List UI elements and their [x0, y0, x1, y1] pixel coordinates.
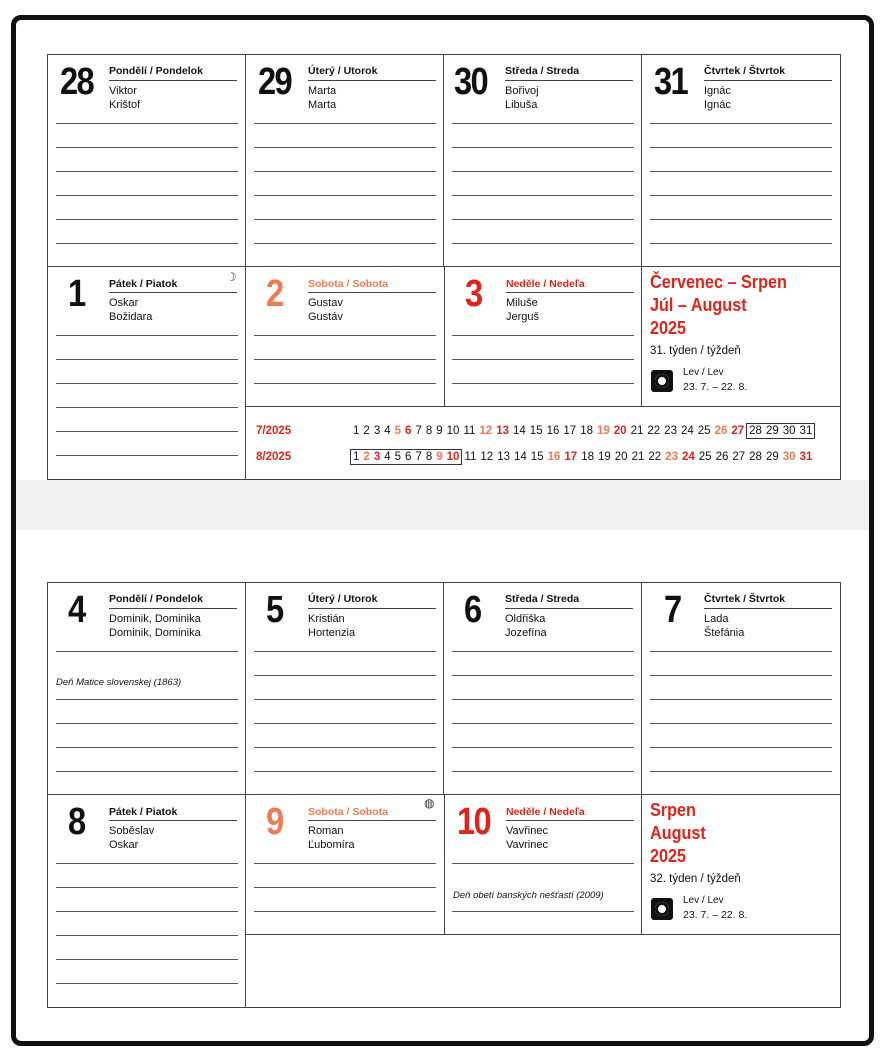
mini-calendar-day: 5: [394, 425, 402, 437]
writing-line: [56, 863, 238, 864]
name-day-2: Hortenzia: [308, 627, 356, 639]
day-cell-sunday[interactable]: [444, 795, 642, 935]
mini-calendar-day: 6: [405, 451, 412, 463]
writing-line: [452, 123, 634, 124]
mini-calendar-day: 15: [530, 451, 544, 463]
name-day-1: Dominik, Dominika: [109, 613, 201, 625]
mini-calendar-day: 31: [799, 425, 813, 437]
divider: [506, 292, 634, 293]
day-number: 28: [60, 61, 93, 103]
month-title-line-1: Červenec – Srpen: [650, 272, 787, 292]
mini-calendar-day: 7: [415, 425, 422, 437]
mini-calendar: [246, 407, 840, 479]
name-day-1: Roman: [308, 825, 344, 837]
name-day-2: Štefánia: [704, 627, 745, 639]
name-day-2: Libuša: [505, 99, 538, 111]
writing-line: [56, 959, 238, 960]
day-cell-saturday[interactable]: [246, 267, 444, 407]
name-day-1: Lada: [704, 613, 729, 625]
writing-line: [650, 699, 832, 700]
writing-line: [254, 887, 436, 888]
divider: [308, 292, 436, 293]
mini-calendar-day: 6: [405, 425, 412, 437]
writing-line: [254, 863, 436, 864]
name-day-1: Viktor: [109, 85, 137, 97]
writing-line: [452, 335, 634, 336]
name-day-2: Ľubomíra: [308, 839, 355, 851]
writing-line: [56, 359, 238, 360]
day-cell-wednesday[interactable]: [444, 583, 642, 795]
mini-calendar-day: 17: [564, 451, 578, 463]
mini-calendar-label: 7/2025: [256, 425, 292, 437]
writing-line: [452, 675, 634, 676]
day-name: Středa / Streda: [505, 65, 580, 77]
mini-calendar-day: 19: [597, 451, 611, 463]
writing-line: [56, 651, 238, 652]
day-name: Úterý / Utorok: [308, 65, 378, 77]
week-32-spread: [47, 582, 841, 1008]
page-separator: [16, 480, 869, 530]
current-week-box: [746, 423, 815, 439]
mini-calendar-day: 12: [480, 451, 494, 463]
writing-line: [650, 195, 832, 196]
divider: [506, 820, 634, 821]
mini-calendar-day: 28: [749, 425, 762, 437]
name-day-1: Oldřiška: [505, 613, 546, 625]
holiday-note: Deň Matice slovenskej (1863): [56, 677, 182, 688]
writing-line: [56, 335, 238, 336]
writing-line: [452, 219, 634, 220]
day-number: 9: [266, 801, 283, 843]
writing-line: [56, 699, 238, 700]
mini-calendar-day: 14: [513, 425, 526, 437]
mini-calendar-day: 20: [614, 451, 628, 463]
day-name: Čtvrtek / Štvrtok: [704, 65, 786, 77]
mini-calendar-day: 12: [479, 425, 493, 437]
month-title-line-2: August: [650, 823, 706, 843]
mini-calendar-day: 10: [446, 425, 460, 437]
month-title-year: 2025: [650, 846, 687, 866]
name-day-2: Božidara: [109, 311, 153, 323]
mini-calendar-day: 21: [630, 425, 644, 437]
mini-calendar-day: 22: [648, 451, 662, 463]
mini-calendar-row-august: [256, 451, 826, 467]
writing-line: [56, 219, 238, 220]
writing-line: [650, 723, 832, 724]
writing-line: [650, 651, 832, 652]
day-name: Čtvrtek / Štvrtok: [704, 593, 786, 605]
day-name: Pondělí / Pondelok: [109, 593, 203, 605]
name-day-1: Gustav: [308, 297, 343, 309]
writing-line: [452, 699, 634, 700]
name-day-1: Ignác: [704, 85, 731, 97]
writing-line: [254, 243, 436, 244]
day-cell-saturday[interactable]: [246, 795, 444, 935]
day-number: 3: [465, 273, 482, 315]
day-number: 29: [258, 61, 291, 103]
divider: [308, 608, 436, 609]
month-title-line-1: Srpen: [650, 800, 696, 820]
day-number: 7: [664, 589, 681, 631]
writing-line: [452, 171, 634, 172]
mini-calendar-day: 30: [782, 451, 796, 463]
mini-calendar-row-july: [256, 425, 826, 441]
name-day-2: Marta: [308, 99, 337, 111]
day-number: 30: [454, 61, 487, 103]
writing-line: [56, 243, 238, 244]
writing-line: [650, 219, 832, 220]
day-cell-wednesday[interactable]: [444, 55, 642, 267]
writing-line: [56, 723, 238, 724]
day-cell-thursday[interactable]: [642, 583, 840, 795]
name-day-2: Oskar: [109, 839, 139, 851]
divider: [109, 820, 237, 821]
day-number: 10: [457, 801, 490, 843]
mini-calendar-day: 9: [436, 425, 443, 437]
writing-line: [254, 147, 436, 148]
week-label: 31. týden / týždeň: [650, 345, 741, 357]
mini-calendar-day: 16: [547, 451, 561, 463]
mini-calendar-day: 14: [514, 451, 527, 463]
name-day-2: Ignác: [704, 99, 731, 111]
week-31-spread: [47, 54, 841, 480]
writing-line: [56, 455, 238, 456]
mini-calendar-day: 25: [697, 425, 711, 437]
name-day-1: Oskar: [109, 297, 139, 309]
mini-calendar-day: 1: [353, 451, 360, 463]
writing-line: [254, 383, 436, 384]
writing-line: [452, 359, 634, 360]
day-cell-thursday[interactable]: [642, 55, 840, 267]
writing-line: [650, 123, 832, 124]
mini-calendar-day: 13: [496, 425, 509, 437]
writing-line: [254, 747, 436, 748]
mini-calendar-day: 24: [680, 425, 694, 437]
moon-first-quarter-icon: ☽: [226, 270, 237, 284]
writing-line: [254, 195, 436, 196]
writing-line: [56, 195, 238, 196]
writing-line: [56, 431, 238, 432]
mini-calendar-day: 21: [631, 451, 645, 463]
month-title-line-2: Júl – August: [650, 295, 747, 315]
writing-line: [452, 747, 634, 748]
day-number: 2: [266, 273, 283, 315]
mini-calendar-days: [351, 425, 815, 437]
writing-line: [452, 911, 634, 912]
writing-line: [56, 147, 238, 148]
mini-calendar-day: 17: [563, 425, 577, 437]
mini-calendar-days: [350, 451, 814, 463]
day-name: Neděle / Nedeľa: [506, 806, 585, 818]
mini-calendar-day: 18: [581, 451, 594, 463]
mini-calendar-day: 22: [647, 425, 661, 437]
writing-line: [452, 243, 634, 244]
zodiac-dates: 23. 7. – 22. 8.: [683, 909, 748, 921]
mini-calendar-day: 23: [664, 425, 677, 437]
day-name: Pátek / Piatok: [109, 806, 178, 818]
writing-line: [254, 911, 436, 912]
day-cell-friday[interactable]: [48, 795, 246, 1007]
holiday-note: Deň obetí banských nešťastí (2009): [453, 890, 604, 901]
writing-line: [254, 219, 436, 220]
mini-calendar-day: 11: [463, 425, 476, 437]
day-name: Pondělí / Pondelok: [109, 65, 203, 77]
mini-calendar-day: 26: [714, 425, 728, 437]
zodiac-name: Lev / Lev: [683, 367, 724, 378]
writing-line: [254, 651, 436, 652]
mini-calendar-day: 24: [681, 451, 695, 463]
writing-line: [650, 675, 832, 676]
mini-calendar-label: 8/2025: [256, 451, 292, 463]
divider: [109, 608, 237, 609]
writing-line: [452, 383, 634, 384]
writing-line: [254, 335, 436, 336]
mini-calendar-day: 8: [425, 425, 433, 437]
name-day-1: Kristián: [308, 613, 345, 625]
name-day-1: Miluše: [506, 297, 538, 309]
name-day-2: Krištof: [109, 99, 141, 111]
day-number: 6: [464, 589, 481, 631]
day-cell-tuesday[interactable]: [246, 55, 444, 267]
divider: [308, 80, 436, 81]
mini-calendar-day: 2: [363, 451, 370, 463]
day-number: 4: [68, 589, 85, 631]
writing-line: [56, 887, 238, 888]
writing-line: [452, 771, 634, 772]
writing-line: [56, 771, 238, 772]
day-name: Sobota / Sobota: [308, 278, 388, 290]
day-name: Úterý / Utorok: [308, 593, 378, 605]
writing-line: [452, 723, 634, 724]
day-cell-tuesday[interactable]: [246, 583, 444, 795]
mini-calendar-day: 31: [799, 451, 813, 463]
mini-calendar-day: 16: [546, 425, 560, 437]
day-name: Sobota / Sobota: [308, 806, 388, 818]
day-name: Středa / Streda: [505, 593, 580, 605]
day-number: 31: [654, 61, 687, 103]
writing-line: [56, 747, 238, 748]
writing-line: [650, 243, 832, 244]
mini-calendar-day: 7: [415, 451, 422, 463]
writing-line: [56, 935, 238, 936]
mini-calendar-day: 30: [782, 425, 796, 437]
name-day-2: Jerguš: [506, 311, 540, 323]
mini-calendar-day: 2: [363, 425, 370, 437]
writing-line: [254, 171, 436, 172]
mini-calendar-day: 28: [749, 451, 762, 463]
writing-line: [452, 147, 634, 148]
writing-line: [452, 651, 634, 652]
writing-line: [650, 171, 832, 172]
mini-calendar-day: 4: [384, 451, 391, 463]
month-title-year: 2025: [650, 318, 687, 338]
divider: [505, 80, 633, 81]
day-cell-sunday[interactable]: [444, 267, 642, 407]
mini-calendar-day: 27: [731, 425, 745, 437]
writing-line: [254, 723, 436, 724]
divider: [704, 80, 832, 81]
writing-line: [56, 983, 238, 984]
mini-calendar-day: 9: [436, 451, 443, 463]
divider: [505, 608, 633, 609]
day-number: 8: [68, 801, 85, 843]
week-info-cell: [642, 795, 840, 935]
mini-calendar-day: 26: [715, 451, 729, 463]
leo-icon: [651, 898, 673, 920]
mini-calendar-day: 19: [596, 425, 610, 437]
divider: [109, 292, 237, 293]
mini-calendar-day: 29: [765, 425, 779, 437]
writing-line: [56, 407, 238, 408]
zodiac-dates: 23. 7. – 22. 8.: [683, 381, 748, 393]
writing-line: [650, 771, 832, 772]
writing-line: [254, 699, 436, 700]
name-day-1: Vavřinec: [506, 825, 548, 837]
mini-calendar-day: 10: [446, 451, 460, 463]
name-day-1: Marta: [308, 85, 337, 97]
mini-calendar-day: 20: [613, 425, 627, 437]
mini-calendar-day: 4: [384, 425, 391, 437]
writing-line: [254, 771, 436, 772]
writing-line: [452, 195, 634, 196]
mini-calendar-day: 1: [353, 425, 360, 437]
writing-line: [254, 123, 436, 124]
mini-calendar-day: 29: [765, 451, 779, 463]
week-info-cell: [642, 267, 840, 407]
mini-calendar-day: 15: [529, 425, 543, 437]
name-day-1: Soběslav: [109, 825, 155, 837]
name-day-2: Jozefína: [505, 627, 547, 639]
writing-line: [650, 747, 832, 748]
mini-calendar-day: 8: [425, 451, 433, 463]
week-label: 32. týden / týždeň: [650, 873, 741, 885]
mini-calendar-day: 11: [464, 451, 477, 463]
mini-calendar-day: 5: [394, 451, 402, 463]
name-day-1: Bořivoj: [505, 85, 539, 97]
day-name: Neděle / Nedeľa: [506, 278, 585, 290]
writing-line: [56, 383, 238, 384]
mini-calendar-day: 27: [732, 451, 746, 463]
writing-line: [254, 675, 436, 676]
writing-line: [56, 911, 238, 912]
divider: [308, 820, 436, 821]
mini-calendar-day: 3: [373, 425, 381, 437]
mini-calendar-day: 23: [665, 451, 678, 463]
day-number: 1: [68, 273, 85, 315]
day-number: 5: [266, 589, 283, 631]
mini-calendar-day: 25: [698, 451, 712, 463]
name-day-2: Vavrinec: [506, 839, 548, 851]
mini-calendar-day: 18: [580, 425, 593, 437]
divider: [704, 608, 832, 609]
day-cell-monday[interactable]: [48, 583, 246, 795]
full-moon-icon: ◍: [424, 796, 435, 810]
writing-line: [452, 863, 634, 864]
name-day-2: Gustáv: [308, 311, 343, 323]
writing-line: [56, 123, 238, 124]
mini-calendar-day: 13: [497, 451, 510, 463]
blank-notes-area[interactable]: [246, 935, 840, 1007]
mini-calendar-day: 3: [373, 451, 381, 463]
day-cell-friday[interactable]: [48, 267, 246, 479]
writing-line: [254, 359, 436, 360]
divider: [109, 80, 237, 81]
writing-line: [650, 147, 832, 148]
name-day-2: Dominik, Dominika: [109, 627, 201, 639]
leo-icon: [651, 370, 673, 392]
day-cell-monday[interactable]: [48, 55, 246, 267]
day-name: Pátek / Piatok: [109, 278, 178, 290]
current-week-box: [350, 449, 462, 465]
zodiac-name: Lev / Lev: [683, 895, 724, 906]
writing-line: [56, 171, 238, 172]
